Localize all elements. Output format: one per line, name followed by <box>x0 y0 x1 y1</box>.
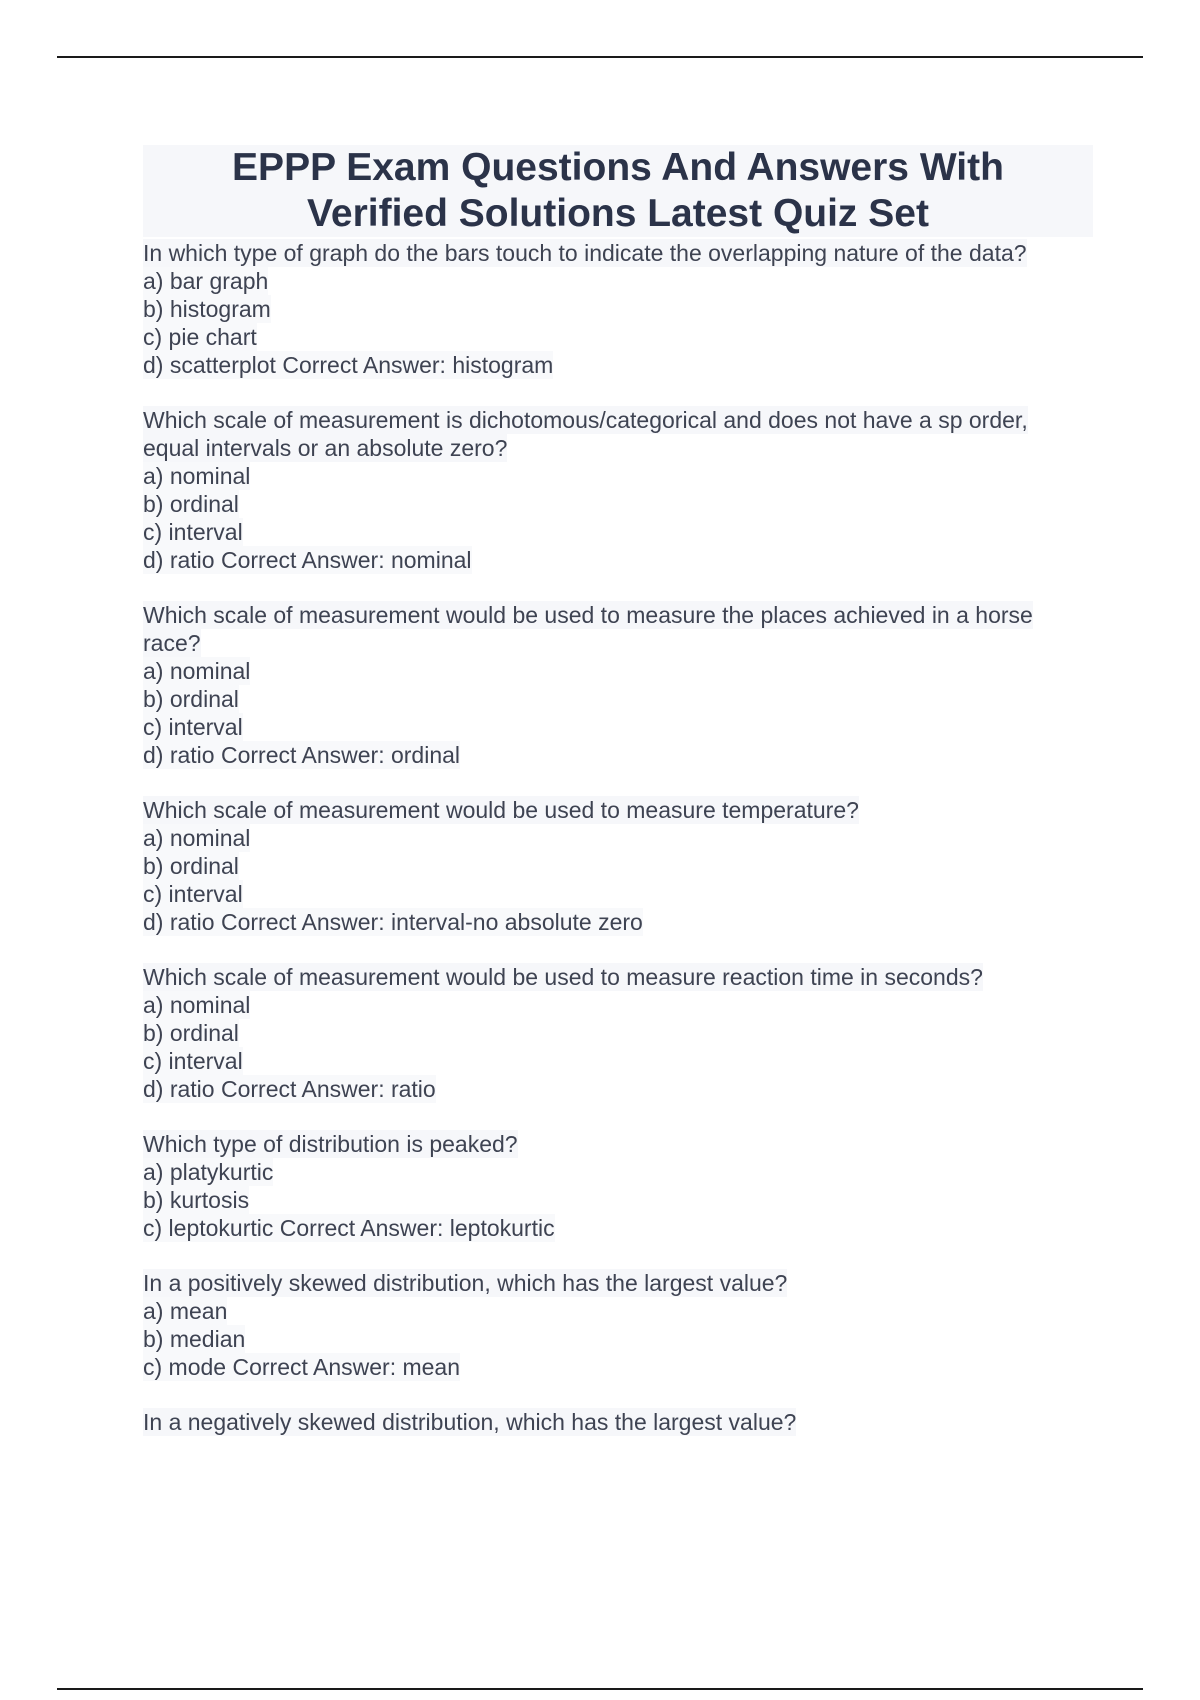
answer-option: c) interval <box>143 714 243 740</box>
answer-option: a) platykurtic <box>143 1159 274 1185</box>
answer-option: c) pie chart <box>143 324 257 350</box>
answer-option-with-correct-answer: c) mode Correct Answer: mean <box>143 1354 461 1380</box>
answer-option-with-correct-answer: d) ratio Correct Answer: interval-no absolute zero <box>143 909 643 935</box>
answer-option: b) ordinal <box>143 1020 239 1046</box>
question-2 <box>143 406 1093 574</box>
question-3 <box>143 601 1093 769</box>
question-7 <box>143 1269 1093 1381</box>
answer-option: b) ordinal <box>143 491 239 517</box>
answer-option: b) median <box>143 1326 246 1352</box>
question-stem: Which scale of measurement would be used to measure reaction time in seconds? <box>143 964 983 990</box>
answer-option: a) nominal <box>143 658 251 684</box>
answer-option-with-correct-answer: d) ratio Correct Answer: ratio <box>143 1076 436 1102</box>
question-stem: In a negatively skewed distribution, which has the largest value? <box>143 1409 797 1435</box>
question-6 <box>143 1130 1093 1242</box>
answer-option: c) interval <box>143 881 243 907</box>
answer-option: a) nominal <box>143 825 251 851</box>
question-stem: In a positively skewed distribution, which has the largest value? <box>143 1270 788 1296</box>
header-rule <box>57 56 1143 58</box>
document-body <box>143 145 1093 1463</box>
question-1 <box>143 239 1093 379</box>
answer-option-with-correct-answer: d) ratio Correct Answer: nominal <box>143 547 472 573</box>
question-stem: In which type of graph do the bars touch to indicate the overlapping nature of the data? <box>143 240 1027 266</box>
question-stem: Which scale of measurement would be used to measure temperature? <box>143 797 859 823</box>
answer-option: a) nominal <box>143 463 251 489</box>
question-stem: Which scale of measurement would be used to measure the places achieved in a horse <box>143 602 1033 628</box>
answer-option: b) ordinal <box>143 686 239 712</box>
answer-option: a) mean <box>143 1298 228 1324</box>
answer-option: a) bar graph <box>143 268 269 294</box>
answer-option: c) interval <box>143 1048 243 1074</box>
question-8 <box>143 1408 1093 1436</box>
answer-option-with-correct-answer: c) leptokurtic Correct Answer: leptokurtic <box>143 1215 555 1241</box>
question-stem: Which type of distribution is peaked? <box>143 1131 518 1157</box>
question-stem: race? <box>143 630 201 656</box>
question-4 <box>143 796 1093 936</box>
question-stem: Which scale of measurement is dichotomous/categorical and does not have a sp order, <box>143 407 1028 433</box>
answer-option-with-correct-answer: d) ratio Correct Answer: ordinal <box>143 742 461 768</box>
answer-option: b) histogram <box>143 296 271 322</box>
answer-option: b) ordinal <box>143 853 239 879</box>
answer-option-with-correct-answer: d) scatterplot Correct Answer: histogram <box>143 352 554 378</box>
answer-option: a) nominal <box>143 992 251 1018</box>
answer-option: c) interval <box>143 519 243 545</box>
title-line-2: Verified Solutions Latest Quiz Set <box>307 192 929 235</box>
page-title <box>143 145 1093 237</box>
question-5 <box>143 963 1093 1103</box>
question-stem: equal intervals or an absolute zero? <box>143 435 508 461</box>
title-line-1: EPPP Exam Questions And Answers With <box>232 146 1004 189</box>
footer-rule <box>57 1688 1143 1690</box>
answer-option: b) kurtosis <box>143 1187 250 1213</box>
